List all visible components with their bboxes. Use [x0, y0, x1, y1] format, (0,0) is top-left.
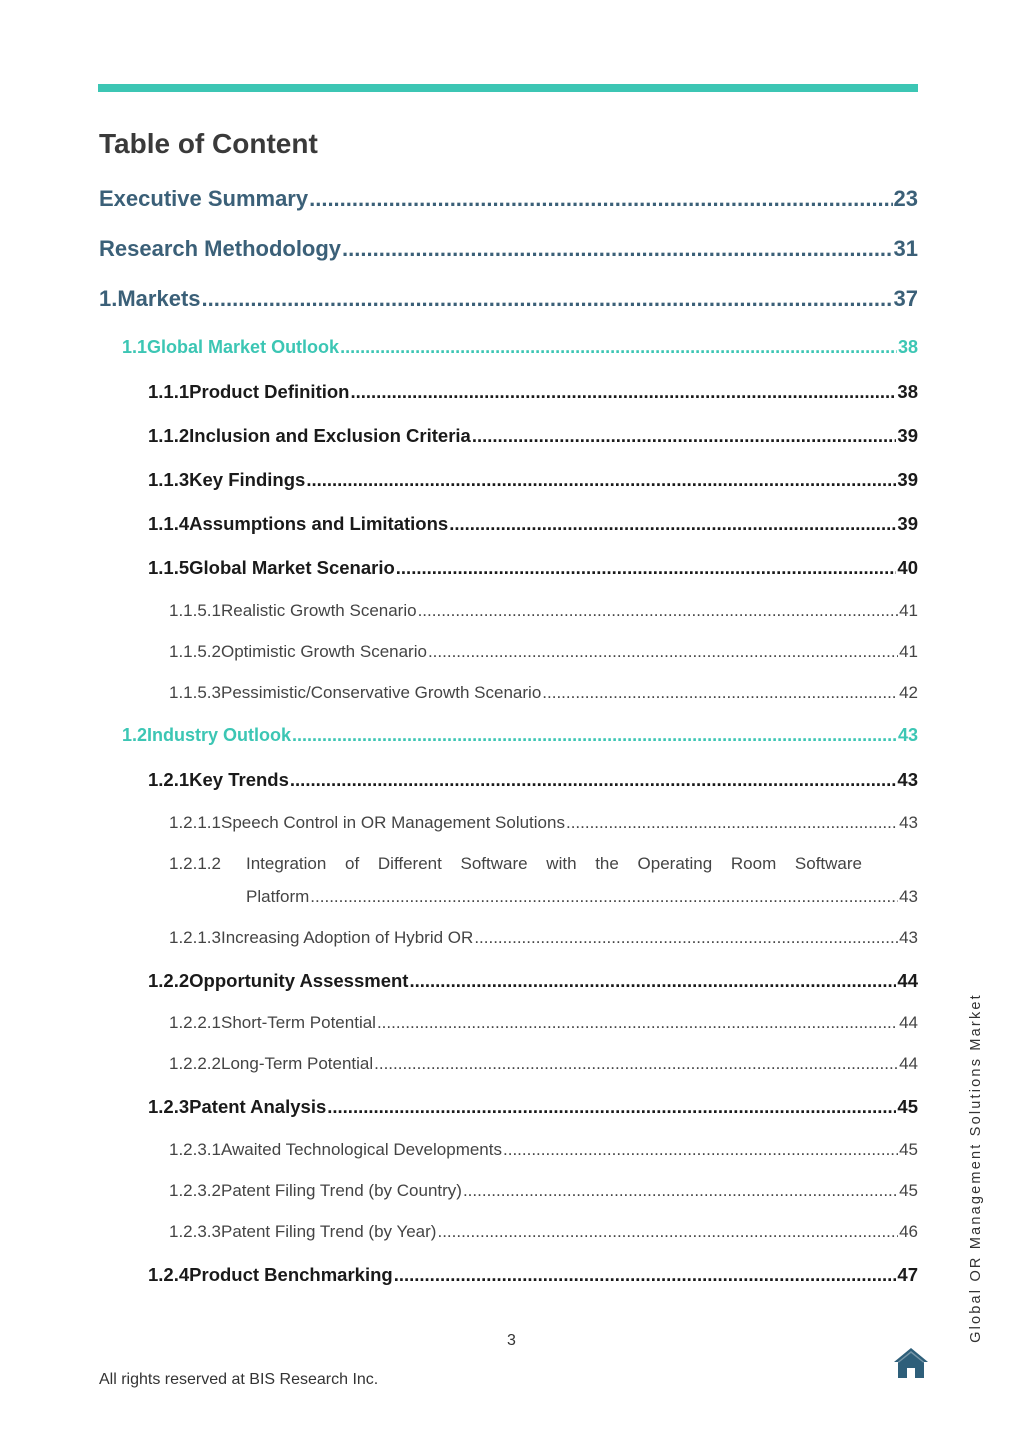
toc-entry-page: 39: [897, 513, 918, 534]
toc-entry-number: 1.1.5.1: [169, 601, 221, 620]
toc-entry-label: Key Trends: [189, 769, 289, 790]
toc-entry-number: 1.1.4: [148, 513, 190, 534]
dot-leader: [463, 1181, 898, 1201]
toc-entry-label: Product Definition: [189, 381, 350, 402]
toc-entry-label-continued: Platform: [246, 887, 310, 906]
toc-entry-page: 44: [897, 970, 918, 991]
dot-leader: [292, 725, 897, 746]
dot-leader: [306, 469, 896, 491]
dot-leader: [503, 1140, 898, 1160]
toc-entry-label: Short-Term Potential: [221, 1013, 376, 1032]
dot-leader: [342, 236, 892, 262]
toc-entry-number: 1.2.1.1: [169, 813, 221, 832]
toc-entry-label: Markets: [117, 286, 201, 311]
toc-entry-label: Speech Control in OR Management Solutions: [221, 813, 565, 832]
dot-leader: [340, 337, 897, 358]
dot-leader: [327, 1096, 896, 1118]
toc-entry-label: Patent Filing Trend (by Year): [221, 1222, 437, 1241]
toc-entry-page: 43: [897, 769, 918, 790]
toc-entry[interactable]: [169, 1181, 918, 1201]
toc-entry[interactable]: [169, 1054, 918, 1074]
dot-leader: [542, 683, 898, 703]
dot-leader: [437, 1222, 898, 1242]
toc-entry[interactable]: [148, 425, 918, 447]
toc-entry-number: 1.1.2: [148, 425, 190, 446]
footer-copyright: All rights reserved at BIS Research Inc.: [99, 1371, 379, 1388]
toc-entry-label: Global Market Scenario: [189, 557, 395, 578]
toc-entry-number: 1.2: [122, 725, 148, 745]
toc-entry-page: 43: [899, 928, 918, 947]
toc-entry-label: Opportunity Assessment: [189, 970, 409, 991]
toc-entry[interactable]: [148, 1096, 918, 1118]
toc-entry-page: 45: [899, 1181, 918, 1200]
toc-entry[interactable]: [148, 769, 918, 791]
toc-entry-number: 1.2.3.2: [169, 1181, 221, 1200]
toc-entry-number: 1.: [99, 286, 118, 311]
toc-entry-label: Integration of Different Software with the Operating Room Software: [246, 854, 862, 873]
toc-entry-number: 1.1: [122, 337, 148, 357]
toc-entry[interactable]: [169, 813, 918, 833]
toc-entry-page: 45: [897, 1096, 918, 1117]
side-report-title: Global OR Management Solutions Market: [968, 993, 984, 1343]
dot-leader: [566, 813, 898, 833]
toc-entry-page: 43: [897, 725, 918, 745]
toc-entry[interactable]: [148, 970, 918, 992]
toc-entry-label: Key Findings: [189, 469, 306, 490]
dot-leader: [290, 769, 897, 791]
toc-entry-page: 41: [899, 642, 918, 661]
toc-entry-page: 23: [893, 186, 918, 211]
toc-entry-number: 1.2.3: [148, 1096, 190, 1117]
dot-leader: [310, 887, 898, 907]
toc-entry-page: 47: [897, 1264, 918, 1285]
dot-leader: [474, 928, 898, 948]
toc-entry-number: 1.1.3: [148, 469, 190, 490]
toc-entry[interactable]: [148, 557, 918, 579]
toc-entry[interactable]: [169, 1222, 918, 1242]
toc-entry-number: 1.2.3.1: [169, 1140, 221, 1159]
toc-entry-page: 45: [899, 1140, 918, 1159]
toc-entry-page: 43: [899, 813, 918, 832]
toc-entry-number: 1.2.1.3: [169, 928, 221, 947]
toc-entry-label: Patent Analysis: [189, 1096, 327, 1117]
toc-entry-page: 46: [899, 1222, 918, 1241]
toc-entry-label: Increasing Adoption of Hybrid OR: [221, 928, 474, 947]
toc-entry-page: 44: [899, 1054, 918, 1073]
toc-entry-label: Realistic Growth Scenario: [221, 601, 417, 620]
toc-entry[interactable]: [169, 601, 918, 621]
toc-entry-page: 41: [899, 601, 918, 620]
toc-entry-page: 31: [893, 236, 918, 261]
dot-leader: [202, 286, 893, 312]
toc-entry[interactable]: [169, 683, 918, 703]
toc-entry[interactable]: [169, 1013, 918, 1033]
toc-entry-page: 38: [897, 381, 918, 402]
toc-entry-number: 1.2.1.2: [169, 854, 221, 873]
toc-entry-label: Awaited Technological Developments: [221, 1140, 502, 1159]
toc-entry-label: Product Benchmarking: [189, 1264, 393, 1285]
toc-entry-label: Research Methodology: [99, 236, 342, 261]
toc-entry[interactable]: [99, 236, 918, 262]
dot-leader: [449, 513, 896, 535]
dot-leader: [472, 425, 897, 447]
page-title: Table of Content: [99, 128, 318, 159]
toc-entry[interactable]: [122, 725, 918, 746]
page-number: 3: [507, 1332, 516, 1349]
toc-entry-number: 1.1.5.3: [169, 683, 221, 702]
toc-entry[interactable]: [148, 469, 918, 491]
toc-entry-number: 1.2.2.2: [169, 1054, 221, 1073]
toc-entry[interactable]: [169, 1140, 918, 1160]
toc-entry-label: Global Market Outlook: [147, 337, 340, 357]
toc-entry[interactable]: [99, 186, 918, 212]
toc-entry-label: Patent Filing Trend (by Country): [221, 1181, 462, 1200]
dot-leader: [396, 557, 897, 579]
toc-entry-number: 1.2.2.1: [169, 1013, 221, 1032]
home-icon[interactable]: [892, 1346, 930, 1380]
toc-entry-page: 39: [897, 425, 918, 446]
dot-leader: [428, 642, 898, 662]
toc-entry[interactable]: [148, 513, 918, 535]
toc-entry-page: 42: [899, 683, 918, 702]
toc-entry[interactable]: [99, 286, 918, 312]
toc-entry-page: 38: [897, 337, 918, 357]
toc-entry-label: Long-Term Potential: [221, 1054, 374, 1073]
toc-entry[interactable]: [169, 928, 918, 948]
dot-leader: [394, 1264, 897, 1286]
toc-entry-number: 1.2.1: [148, 769, 190, 790]
toc-entry[interactable]: [122, 337, 918, 358]
dot-leader: [418, 601, 899, 621]
toc-entry[interactable]: [148, 1264, 918, 1286]
dot-leader: [374, 1054, 898, 1074]
toc-entry-label: Pessimistic/Conservative Growth Scenario: [221, 683, 542, 702]
dot-leader: [309, 186, 892, 212]
toc-entry-label: Industry Outlook: [147, 725, 292, 745]
dot-leader: [377, 1013, 898, 1033]
toc-entry-label: Assumptions and Limitations: [189, 513, 449, 534]
toc-entry-number: 1.2.2: [148, 970, 190, 991]
toc-entry-number: 1.2.4: [148, 1264, 190, 1285]
dot-leader: [409, 970, 896, 992]
toc-entry-label: Optimistic Growth Scenario: [221, 642, 427, 661]
toc-entry-number: 1.1.5.2: [169, 642, 221, 661]
toc-entry-number: 1.1.5: [148, 557, 190, 578]
toc-entry-number: 1.1.1: [148, 381, 190, 402]
toc-entry[interactable]: [169, 642, 918, 662]
dot-leader: [350, 381, 896, 403]
toc-entry-label: Inclusion and Exclusion Criteria: [189, 425, 471, 446]
toc-entry-page: 37: [893, 286, 918, 311]
toc-entry[interactable]: [148, 381, 918, 403]
toc-entry-number: 1.2.3.3: [169, 1222, 221, 1241]
toc-entry-page: 44: [899, 1013, 918, 1032]
toc-entry-label: Executive Summary: [99, 186, 309, 211]
toc-entry-page: 39: [897, 469, 918, 490]
toc-entry-page: 43: [899, 887, 918, 906]
toc-entry-page: 40: [897, 557, 918, 578]
